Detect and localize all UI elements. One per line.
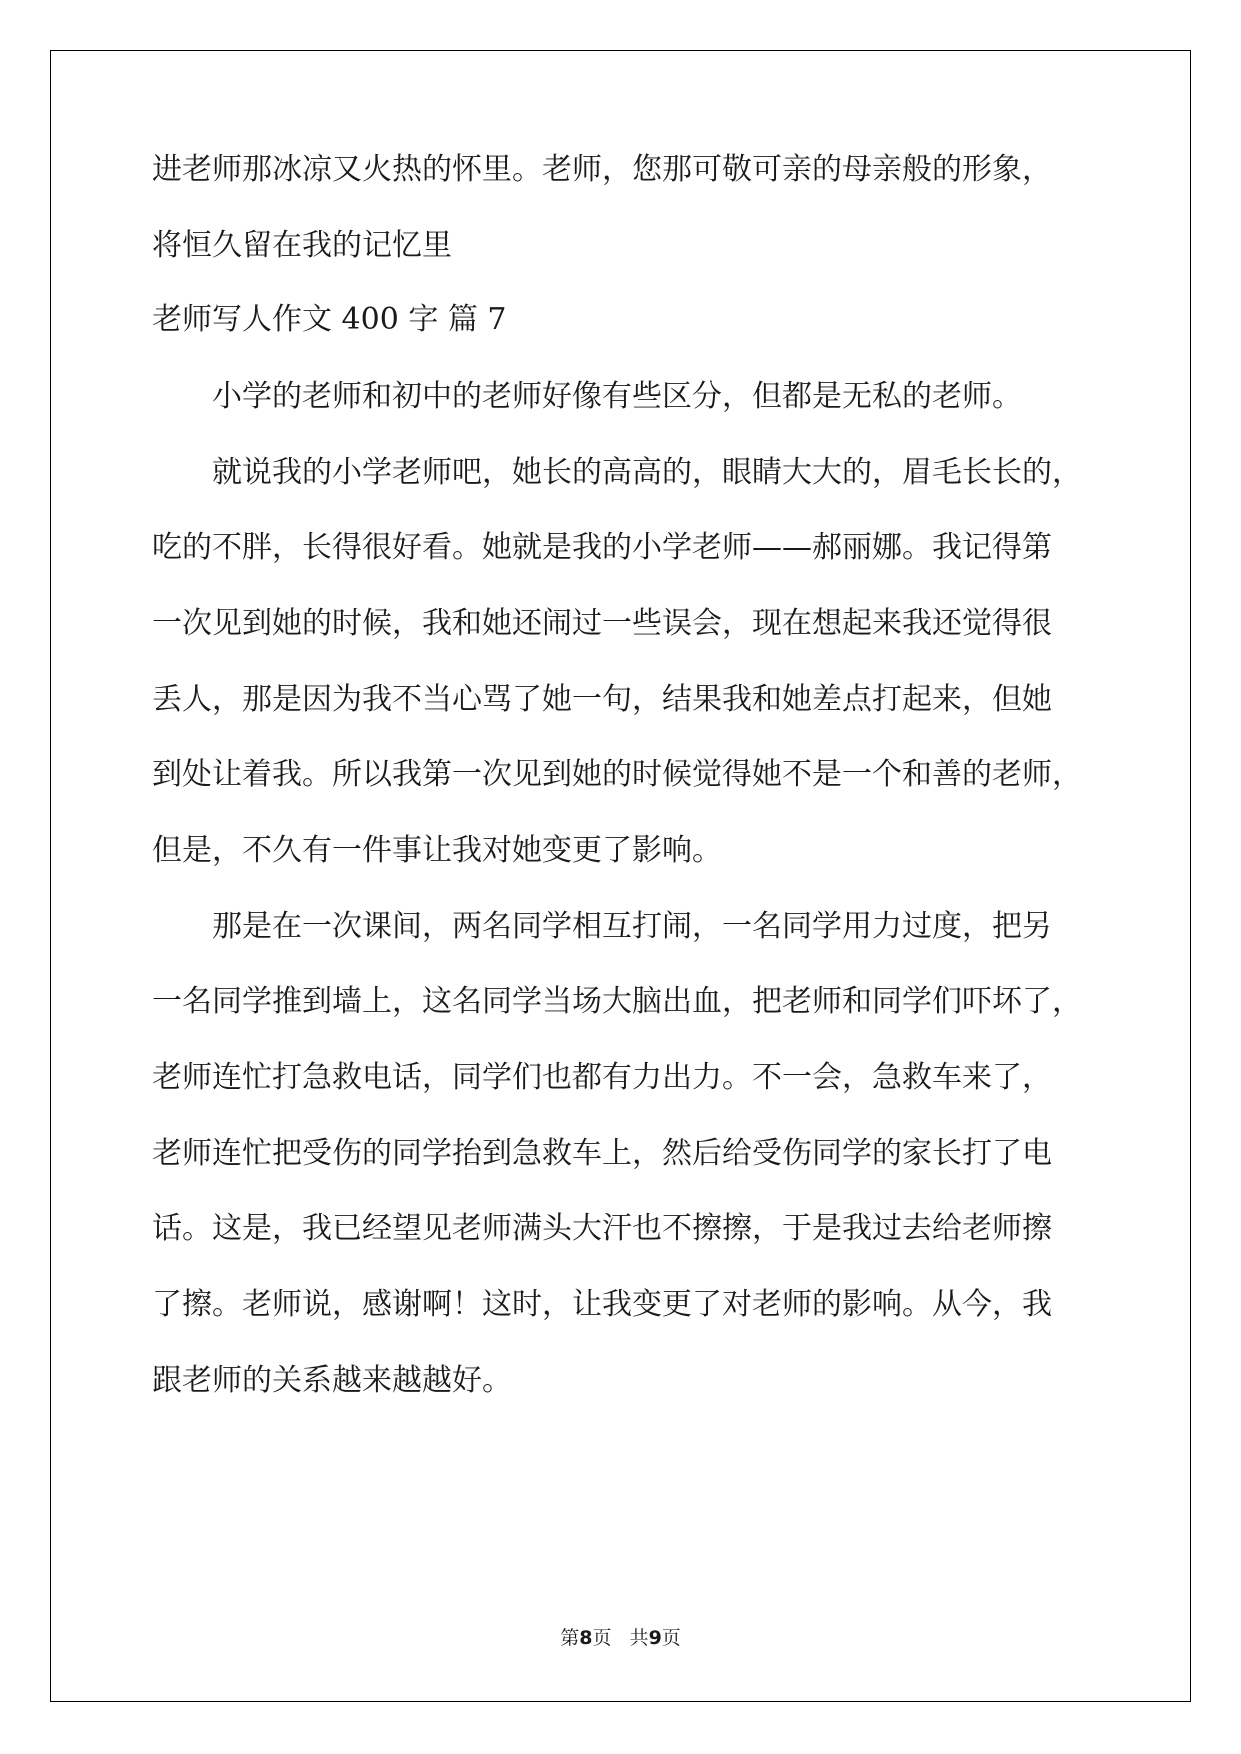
total-pages-number: 9: [648, 1627, 662, 1649]
footer-prefix: 第: [560, 1627, 580, 1649]
body-line: 老师连忙打急救电话，同学们也都有力出力。不一会，急救车来了，: [152, 1060, 1052, 1095]
body-line: 将恒久留在我的记忆里: [152, 228, 452, 263]
body-line: 丢人，那是因为我不当心骂了她一句，结果我和她差点打起来，但她: [152, 682, 1052, 717]
section-heading: 老师写人作文 400 字 篇 7: [152, 302, 507, 337]
body-line: 小学的老师和初中的老师好像有些区分，但都是无私的老师。: [212, 379, 1022, 414]
body-line: 那是在一次课间，两名同学相互打闹，一名同学用力过度，把另: [212, 909, 1052, 944]
footer-middle: 页 共: [592, 1627, 649, 1649]
footer-suffix: 页: [661, 1627, 681, 1649]
body-line: 到处让着我。所以我第一次见到她的时候觉得她不是一个和善的老师，: [152, 757, 1082, 792]
body-line: 进老师那冰凉又火热的怀里。老师，您那可敬可亲的母亲般的形象，: [152, 152, 1052, 187]
body-line: 跟老师的关系越来越越好。: [152, 1363, 512, 1398]
body-line: 了擦。老师说，感谢啊！这时，让我变更了对老师的影响。从今，我: [152, 1287, 1052, 1322]
current-page-number: 8: [579, 1627, 593, 1649]
page-footer: [0, 1623, 1241, 1650]
body-line: 一名同学推到墙上，这名同学当场大脑出血，把老师和同学们吓坏了，: [152, 984, 1082, 1019]
body-line: 就说我的小学老师吧，她长的高高的，眼睛大大的，眉毛长长的，: [212, 455, 1082, 490]
body-line: 老师连忙把受伤的同学抬到急救车上，然后给受伤同学的家长打了电: [152, 1136, 1052, 1171]
page-border: [50, 50, 1191, 1702]
body-line: 话。这是，我已经望见老师满头大汗也不擦擦，于是我过去给老师擦: [152, 1211, 1052, 1246]
body-line: 一次见到她的时候，我和她还闹过一些误会，现在想起来我还觉得很: [152, 606, 1052, 641]
body-line: 吃的不胖，长得很好看。她就是我的小学老师——郝丽娜。我记得第: [152, 530, 1052, 565]
body-line: 但是，不久有一件事让我对她变更了影响。: [152, 833, 722, 868]
